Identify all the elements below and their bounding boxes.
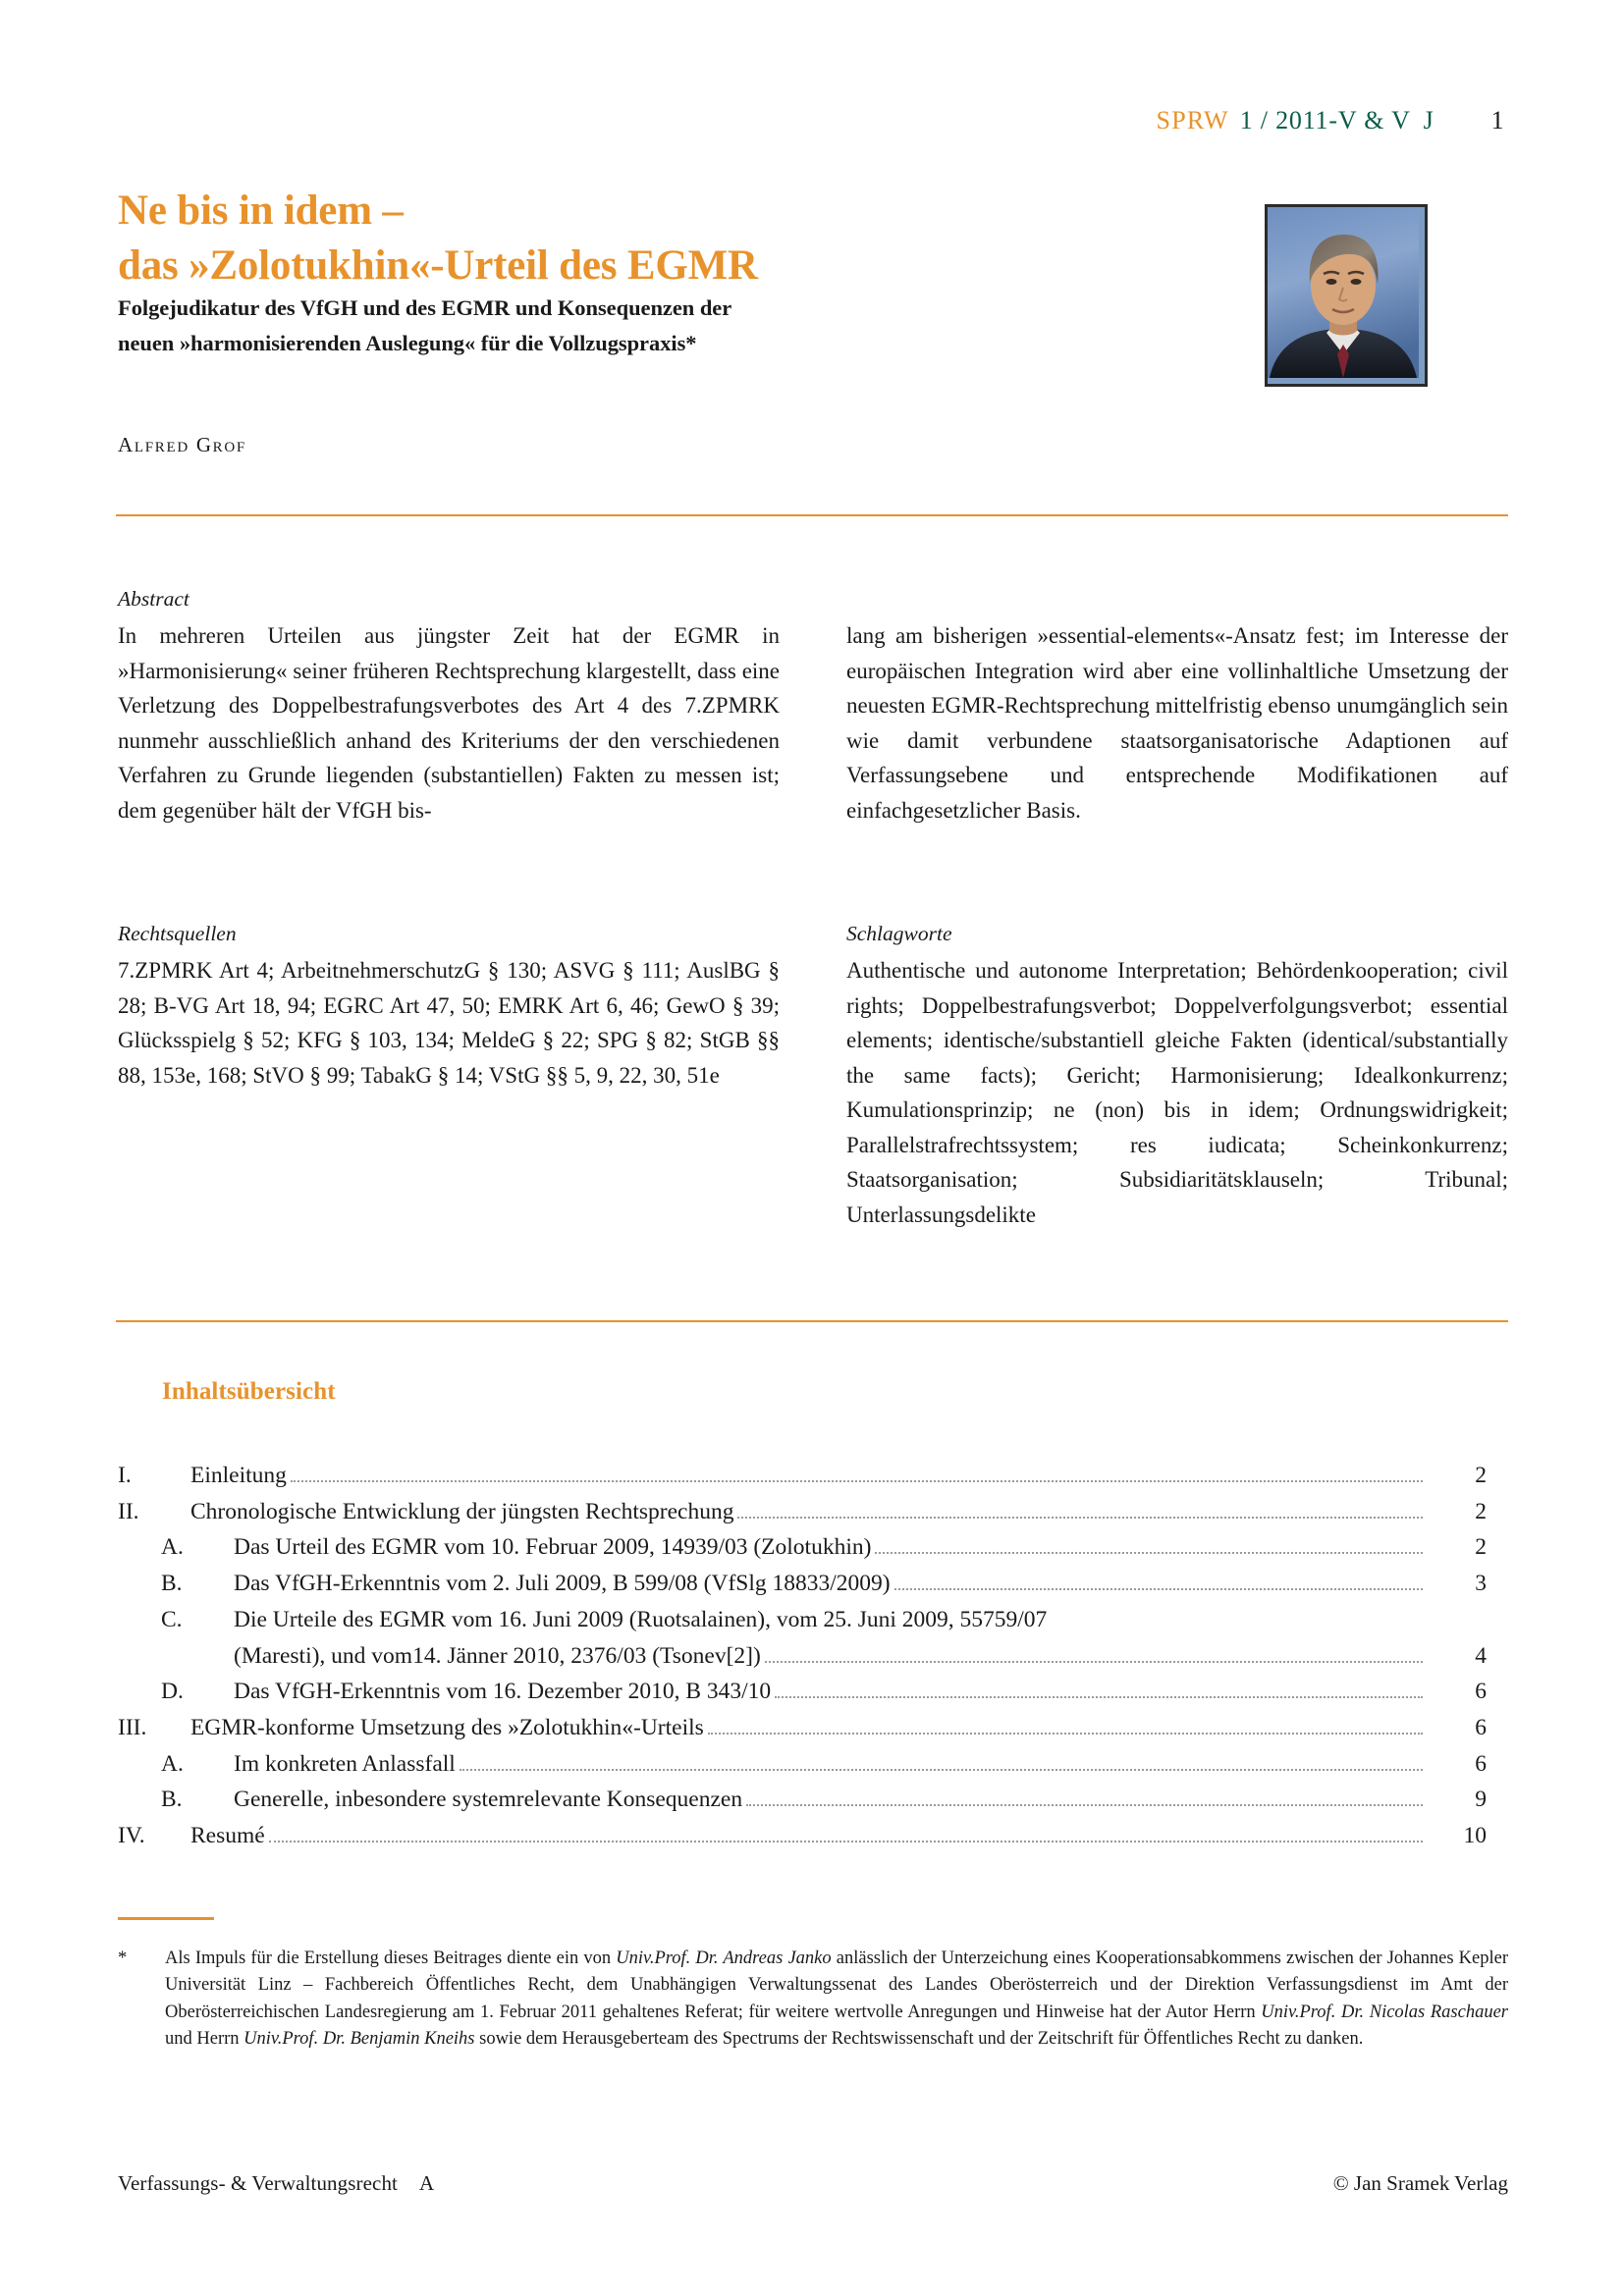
toc-entry-page: 6 (1475, 1715, 1487, 1741)
toc-entry-page: 6 (1475, 1679, 1487, 1705)
toc-entry-title: Das VfGH-Erkenntnis vom 2. Juli 2009, B 599/08 (VfSlg 18833/2009) (234, 1571, 891, 1597)
toc-entry-number: B. (161, 1571, 183, 1597)
footnote-part-3: und Herrn (165, 2029, 244, 2050)
article-title-line-1: Ne bis in idem – (118, 187, 404, 234)
toc-entry-title: EGMR-konforme Umsetzung des »Zolotukhin«-Urteils (190, 1715, 704, 1741)
toc-entry-number: A. (161, 1534, 184, 1561)
toc-leader-dots (765, 1661, 1423, 1663)
abstract-label: Abstract (118, 587, 189, 611)
table-of-contents (118, 1459, 1508, 1855)
footer-publisher: © Jan Sramek Verlag (1332, 2171, 1508, 2195)
running-head (1157, 106, 1504, 135)
toc-leader-dots (775, 1696, 1423, 1698)
toc-entry-page: 2 (1475, 1463, 1487, 1488)
toc-entry[interactable] (118, 1495, 1508, 1530)
article-title (118, 184, 1129, 294)
abstract-section (118, 583, 1508, 828)
toc-entry-page: 2 (1475, 1534, 1487, 1561)
footnote-cited-name-2: Univ.Prof. Dr. Nicolas Raschauer (1261, 2002, 1509, 2022)
toc-entry-number: C. (161, 1606, 183, 1632)
footnote-text (165, 1946, 1508, 2054)
abstract-text-right: lang am bisherigen »essential-elements«-Ansatz fest; im Interesse der europäischen Integration wird aber eine vollinhaltliche Umsetzung der neuesten EGMR-Rechtsprechung mittelfristig ebenso unumgänglich sein wie damit verbundene staatsorganisatorische Adaptionen auf Verfassungsebene und entsprechende Modifikationen auf einfachgesetzlicher Basis. (846, 623, 1508, 823)
toc-heading: Inhaltsübersicht (162, 1378, 336, 1405)
toc-entry-title: Das Urteil des EGMR vom 10. Februar 2009, 14939/03 (Zolotukhin) (234, 1534, 872, 1561)
toc-entry-number: A. (161, 1750, 184, 1777)
article-title-line-2: das »Zolotukhin«-Urteil des EGMR (118, 241, 758, 289)
toc-entry-page: 3 (1475, 1571, 1487, 1597)
divider-rule-top (116, 514, 1508, 516)
toc-entry-title: Einleitung (190, 1463, 287, 1488)
toc-leader-dots (737, 1517, 1423, 1519)
article-subtitle-line-1: Folgejudikatur des VfGH und des EGMR und Konsequenzen der (118, 295, 732, 320)
footnote (118, 1946, 1508, 2054)
abstract-text-left: In mehreren Urteilen aus jüngster Zeit hat der EGMR in »Harmonisierung« seiner früheren Rechtsprechung klargestellt, dass eine Verletzung des Doppelbestrafungsverbotes des Art 4 des 7.ZPMRK nunmehr ausschließlich anhand des Kriteriums der den verschiedenen Verfahren zu Grunde liegenden (substantiellen) Fakten zu messen ist; dem gegenüber hält der VfGH bis- (118, 623, 780, 823)
toc-entry-title: Chronologische Entwicklung der jüngsten Rechtsprechung (190, 1498, 734, 1524)
footnote-separator-rule (118, 1917, 214, 1920)
toc-leader-dots (746, 1804, 1423, 1806)
toc-entry-page: 9 (1475, 1787, 1487, 1813)
legal-sources-label: Rechtsquellen (118, 922, 237, 945)
page-footer (118, 2171, 1508, 2196)
keywords-text: Authentische und autonome Interpretation; Behördenkooperation; civil rights; Doppelbestrafungsverbot; Doppelverfolgungsverbot; essential elements; identische/substantiell gleiche Fakten (identical/substantially the same facts); Gericht; Harmonisierung; Idealkonkurrenz; Kumulationsprinzip; ne (non) bis in idem; Ordnungswidrigkeit; Parallelstrafrechtssystem; res iudicata; Scheinkonkurrenz; Staatsorganisation; Subsidiaritätsklauseln; Tribunal; Unterlassungsdelikte (846, 958, 1508, 1227)
abstract-left-column (118, 583, 780, 828)
abstract-right-column (846, 583, 1508, 828)
toc-entry[interactable] (118, 1711, 1508, 1746)
toc-entry-number: II. (118, 1498, 139, 1524)
toc-entry-title: Die Urteile des EGMR vom 16. Juni 2009 (Ruotsalainen), vom 25. Juni 2009, 55759/07 (234, 1606, 1048, 1632)
toc-entry-title: Das VfGH-Erkenntnis vom 16. Dezember 2010, B 343/10 (234, 1679, 772, 1705)
toc-entry-title: Resumé (190, 1823, 265, 1849)
toc-entry-title: Im konkreten Anlassfall (234, 1750, 456, 1777)
toc-entry[interactable] (118, 1603, 1508, 1638)
footnote-part-1: Als Impuls für die Erstellung dieses Beitrages diente ein von (165, 1949, 617, 1968)
toc-entry[interactable] (118, 1639, 1508, 1675)
toc-entry[interactable] (118, 1819, 1508, 1854)
toc-entry[interactable] (118, 1567, 1508, 1602)
footnote-cited-name-1: Univ.Prof. Dr. Andreas Janko (616, 1949, 832, 1968)
footnote-marker: * (118, 1949, 128, 1968)
toc-leader-dots (460, 1769, 1423, 1771)
toc-entry-title: (Maresti), und vom14. Jänner 2010, 2376/03 (Tsonev[2]) (234, 1642, 761, 1669)
toc-entry-number: IV. (118, 1823, 145, 1849)
toc-entry-number: B. (161, 1787, 183, 1813)
toc-leader-dots (875, 1552, 1423, 1554)
toc-entry-number: I. (118, 1463, 132, 1488)
toc-entry-page: 4 (1475, 1642, 1487, 1669)
issue-designation: 1 / 2011-V & V (1239, 106, 1411, 134)
section-letter: J (1423, 106, 1435, 134)
footnote-part-2: anlässlich der Unterzeichung eines Kooperationsabkommens zwischen der Johannes Kepler Universität Linz – Fachbereich Öffentliches Recht, dem Unabhängigen Verwaltungssenat des Landes Oberösterreich und der Direktion Verfassungsdienst im Amt der Oberösterreichischen Landesregierung am 1. Februar 2011 gehaltenes Referat; für weitere wertvolle Anregungen und Hinweise hat der Autor Herrn (165, 1949, 1508, 2022)
toc-entry-title: Generelle, inbesondere systemrelevante Konsequenzen (234, 1787, 743, 1813)
toc-entry-page: 10 (1463, 1823, 1487, 1849)
toc-entry-page: 6 (1475, 1750, 1487, 1777)
page-number: 1 (1490, 106, 1504, 134)
legal-sources-column (118, 918, 780, 1233)
footer-subject-area: Verfassungs- & Verwaltungsrecht (118, 2171, 398, 2195)
article-subtitle-line-2: neuen »harmonisierenden Auslegung« für die Vollzugspraxis* (118, 330, 697, 355)
keywords-label: Schlagworte (846, 922, 952, 945)
author-name: Alfred Grof (118, 433, 246, 456)
toc-entry[interactable] (118, 1530, 1508, 1566)
keywords-column (846, 918, 1508, 1233)
article-subtitle (118, 291, 923, 360)
metadata-section (118, 918, 1508, 1233)
footnote-part-4: sowie dem Herausgeberteam des Spectrums der Rechtswissenschaft und der Zeitschrift für Öffentliches Recht zu danken. (474, 2029, 1364, 2050)
footnote-cited-name-3: Univ.Prof. Dr. Benjamin Kneihs (244, 2029, 475, 2050)
toc-entry-page: 2 (1475, 1498, 1487, 1524)
toc-leader-dots (894, 1588, 1423, 1590)
toc-entry[interactable] (118, 1675, 1508, 1710)
legal-sources-text: 7.ZPMRK Art 4; ArbeitnehmerschutzG § 130; ASVG § 111; AuslBG § 28; B-VG Art 18, 94; EGRC Art 47, 50; EMRK Art 6, 46; GewO § 39; Glücksspielg § 52; KFG § 103, 134; MeldeG § 22; SPG § 82; StGB §§ 88, 153e, 168; StVO § 99; TabakG § 14; VStG §§ 5, 9, 22, 30, 51e (118, 958, 780, 1088)
toc-leader-dots (269, 1841, 1423, 1842)
footer-section-letter: A (418, 2171, 435, 2195)
toc-entry-number: III. (118, 1715, 147, 1741)
divider-rule-middle (116, 1320, 1508, 1322)
toc-entry[interactable] (118, 1747, 1508, 1783)
footer-left (118, 2171, 434, 2196)
toc-leader-dots (708, 1733, 1423, 1735)
author-portrait-photo (1265, 204, 1428, 387)
toc-entry-number: D. (161, 1679, 184, 1705)
toc-leader-dots (291, 1480, 1423, 1482)
toc-entry[interactable] (118, 1783, 1508, 1818)
journal-abbreviation: SPRW (1156, 106, 1229, 134)
toc-entry[interactable] (118, 1459, 1508, 1494)
